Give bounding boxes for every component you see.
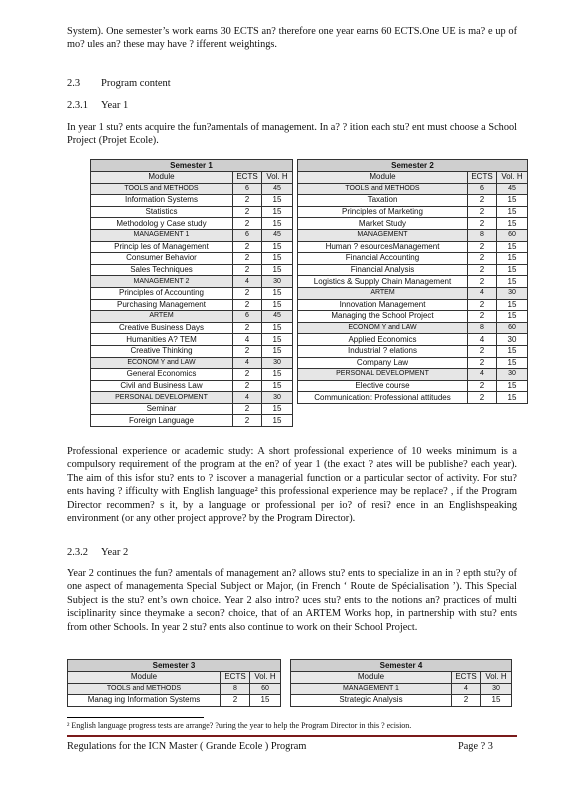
- volh-cell: 15: [262, 322, 293, 334]
- col-module: Module: [68, 672, 221, 684]
- volh-cell: 30: [262, 392, 293, 404]
- table-row: [91, 241, 293, 253]
- ects-cell: 2: [233, 195, 262, 207]
- col-module: Module: [291, 672, 452, 684]
- table-row: [298, 218, 528, 230]
- table-row: [91, 183, 293, 195]
- volh-cell: 15: [262, 415, 293, 427]
- table-row: [91, 311, 293, 323]
- volh-cell: 15: [497, 218, 528, 230]
- module-cell: Princip les of Management: [91, 241, 233, 253]
- semester-4-header: Semester 4: [291, 660, 512, 672]
- semester-4-table: [290, 659, 512, 707]
- volh-cell: 30: [262, 357, 293, 369]
- ects-cell: 2: [468, 380, 497, 392]
- ects-cell: 2: [233, 287, 262, 299]
- module-cell: Strategic Analysis: [291, 695, 452, 707]
- module-cell: Company Law: [298, 357, 468, 369]
- table-row: [298, 334, 528, 346]
- volh-cell: 15: [262, 218, 293, 230]
- module-cell: General Economics: [91, 369, 233, 381]
- semester-2-table: [297, 159, 528, 404]
- col-ects: ECTS: [233, 172, 262, 184]
- module-cell: Statistics: [91, 206, 233, 218]
- semester-1-table: [90, 159, 293, 427]
- ects-cell: 2: [468, 264, 497, 276]
- volh-cell: 15: [497, 392, 528, 404]
- table-row: [298, 311, 528, 323]
- volh-cell: 15: [262, 264, 293, 276]
- ects-cell: 4: [468, 334, 497, 346]
- ects-cell: 2: [233, 369, 262, 381]
- module-cell: Consumer Behavior: [91, 253, 233, 265]
- module-cell: Manag ing Information Systems: [68, 695, 221, 707]
- ects-cell: 2: [468, 276, 497, 288]
- section-2-3-title: Program content: [101, 78, 171, 89]
- module-cell: MANAGEMENT: [298, 229, 468, 241]
- col-volh: Vol. H: [250, 672, 281, 684]
- ects-cell: 2: [468, 195, 497, 207]
- volh-cell: 15: [262, 334, 293, 346]
- volh-cell: 15: [262, 206, 293, 218]
- ects-cell: 4: [233, 276, 262, 288]
- volh-cell: 15: [497, 311, 528, 323]
- module-cell: ECONOM Y and LAW: [298, 322, 468, 334]
- module-cell: Communication: Professional attitudes: [298, 392, 468, 404]
- ects-cell: 6: [233, 311, 262, 323]
- ects-cell: 6: [233, 183, 262, 195]
- module-cell: TOOLS and METHODS: [298, 183, 468, 195]
- volh-cell: 45: [497, 183, 528, 195]
- table-row: [91, 392, 293, 404]
- module-cell: Principles of Accounting: [91, 287, 233, 299]
- section-2-3-2-number: 2.3.2: [67, 547, 88, 558]
- module-cell: MANAGEMENT 1: [91, 229, 233, 241]
- module-cell: Financial Analysis: [298, 264, 468, 276]
- volh-cell: 15: [497, 264, 528, 276]
- module-cell: Sales Techniques: [91, 264, 233, 276]
- year2-paragraph: Year 2 continues the fun? amentals of management an? allows stu? ents to specialize in an in ? epth stu?y of one aspect of managementa Special Subject or Major, (in French ‘ Route de Spécialisation ’). This Special Subject is the stu? ent’s own choice. Year 2 also intro? uces stu? ents to the notions an? practices of multi isciplinarity since theymake a secon? choice, that of an ARTEM Works hop, in partnership with stu? ents from other Schools. In year 2 stu? ents also continue to work on their School Project.: [67, 568, 517, 633]
- volh-cell: 30: [497, 369, 528, 381]
- table-row: [68, 683, 281, 695]
- module-cell: Innovation Management: [298, 299, 468, 311]
- volh-cell: 60: [250, 683, 281, 695]
- module-cell: Purchasing Management: [91, 299, 233, 311]
- semester-1-header: Semester 1: [91, 160, 293, 172]
- module-cell: Financial Accounting: [298, 253, 468, 265]
- volh-cell: 45: [262, 229, 293, 241]
- volh-cell: 15: [481, 695, 512, 707]
- footer-left: Regulations for the ICN Master ( Grande Ecole ) Program: [67, 741, 307, 752]
- table-row: [91, 264, 293, 276]
- module-cell: Market Study: [298, 218, 468, 230]
- table-row: [298, 322, 528, 334]
- section-2-3-1-title: Year 1: [101, 100, 129, 111]
- ects-cell: 8: [468, 229, 497, 241]
- table-row: [298, 229, 528, 241]
- semester-2-header: Semester 2: [298, 160, 528, 172]
- module-cell: Managing the School Project: [298, 311, 468, 323]
- module-cell: Civil and Business Law: [91, 380, 233, 392]
- volh-cell: 60: [497, 229, 528, 241]
- volh-cell: 15: [262, 369, 293, 381]
- section-2-3-2-title: Year 2: [101, 547, 129, 558]
- table-row: [298, 264, 528, 276]
- table-row: [298, 183, 528, 195]
- volh-cell: 15: [497, 241, 528, 253]
- module-cell: Principles of Marketing: [298, 206, 468, 218]
- volh-cell: 15: [262, 287, 293, 299]
- table-row: [298, 241, 528, 253]
- module-cell: Industrial ? elations: [298, 345, 468, 357]
- module-cell: PERSONAL DEVELOPMENT: [298, 369, 468, 381]
- ects-cell: 2: [468, 392, 497, 404]
- ects-cell: 4: [452, 683, 481, 695]
- footnote-separator: [67, 717, 204, 718]
- table-row: [91, 218, 293, 230]
- module-cell: Methodolog y Case study: [91, 218, 233, 230]
- volh-cell: 15: [497, 380, 528, 392]
- col-module: Module: [91, 172, 233, 184]
- volh-cell: 15: [497, 253, 528, 265]
- table-row: [298, 380, 528, 392]
- ects-cell: 8: [221, 683, 250, 695]
- volh-cell: 15: [262, 380, 293, 392]
- module-cell: TOOLS and METHODS: [68, 683, 221, 695]
- ects-cell: 2: [233, 241, 262, 253]
- ects-cell: 4: [233, 334, 262, 346]
- ects-cell: 2: [233, 264, 262, 276]
- footer-rule: [67, 735, 517, 737]
- module-cell: Foreign Language: [91, 415, 233, 427]
- col-volh: Vol. H: [262, 172, 293, 184]
- ects-cell: 2: [468, 357, 497, 369]
- module-cell: Taxation: [298, 195, 468, 207]
- ects-cell: 6: [233, 229, 262, 241]
- table-row: [91, 415, 293, 427]
- module-cell: MANAGEMENT 1: [291, 683, 452, 695]
- ects-cell: 2: [468, 311, 497, 323]
- module-cell: Humanities A? TEM: [91, 334, 233, 346]
- ects-cell: 2: [233, 415, 262, 427]
- module-cell: PERSONAL DEVELOPMENT: [91, 392, 233, 404]
- ects-cell: 8: [468, 322, 497, 334]
- ects-cell: 4: [233, 392, 262, 404]
- volh-cell: 45: [262, 311, 293, 323]
- table-row: [91, 195, 293, 207]
- table-row: [91, 403, 293, 415]
- table-row: [91, 276, 293, 288]
- table-row: [91, 345, 293, 357]
- volh-cell: 15: [262, 195, 293, 207]
- volh-cell: 30: [481, 683, 512, 695]
- volh-cell: 15: [497, 195, 528, 207]
- volh-cell: 15: [497, 357, 528, 369]
- table-row: [298, 195, 528, 207]
- module-cell: TOOLS and METHODS: [91, 183, 233, 195]
- table-row: [298, 206, 528, 218]
- col-ects: ECTS: [221, 672, 250, 684]
- ects-cell: 4: [468, 369, 497, 381]
- ects-cell: 2: [468, 206, 497, 218]
- ects-cell: 2: [233, 345, 262, 357]
- module-cell: ECONOM Y and LAW: [91, 357, 233, 369]
- table-row: [91, 334, 293, 346]
- col-volh: Vol. H: [481, 672, 512, 684]
- table-row: [91, 299, 293, 311]
- volh-cell: 15: [262, 253, 293, 265]
- table-row: [91, 287, 293, 299]
- section-2-3-1-number: 2.3.1: [67, 100, 88, 111]
- col-ects: ECTS: [452, 672, 481, 684]
- volh-cell: 60: [497, 322, 528, 334]
- col-volh: Vol. H: [497, 172, 528, 184]
- footer-page-number: Page ? 3: [458, 741, 493, 752]
- table-row: [91, 206, 293, 218]
- volh-cell: 45: [262, 183, 293, 195]
- table-row: [298, 299, 528, 311]
- ects-cell: 2: [468, 345, 497, 357]
- volh-cell: 15: [262, 299, 293, 311]
- table-row: [91, 229, 293, 241]
- module-cell: Creative Thinking: [91, 345, 233, 357]
- module-cell: Applied Economics: [298, 334, 468, 346]
- table-row: [298, 369, 528, 381]
- ects-cell: 4: [233, 357, 262, 369]
- table-row: [291, 695, 512, 707]
- ects-cell: 2: [221, 695, 250, 707]
- module-cell: Seminar: [91, 403, 233, 415]
- ects-cell: 2: [233, 380, 262, 392]
- module-cell: Creative Business Days: [91, 322, 233, 334]
- volh-cell: 15: [497, 276, 528, 288]
- ects-cell: 2: [468, 299, 497, 311]
- footnote: ² English language progress tests are arrange? ?uring the year to help the Program Director in this ? ecision.: [67, 721, 412, 730]
- volh-cell: 15: [497, 206, 528, 218]
- col-module: Module: [298, 172, 468, 184]
- table-row: [91, 322, 293, 334]
- intro-paragraph: System). One semester’s work earns 30 ECTS an? therefore one year earns 60 ECTS.One UE is ma? e up of mo? ules an? these may have ? ifferent weightings.: [67, 26, 517, 51]
- table-row: [298, 276, 528, 288]
- volh-cell: 15: [262, 345, 293, 357]
- ects-cell: 2: [468, 253, 497, 265]
- module-cell: Information Systems: [91, 195, 233, 207]
- table-row: [91, 357, 293, 369]
- table-row: [298, 345, 528, 357]
- volh-cell: 30: [497, 334, 528, 346]
- table-row: [291, 683, 512, 695]
- year1-paragraph: In year 1 stu? ents acquire the fun?amentals of management. In a? ? ition each stu? ent must choose a School Project (Projet Ecole).: [67, 122, 517, 147]
- table-row: [298, 392, 528, 404]
- table-row: [298, 357, 528, 369]
- ects-cell: 2: [233, 322, 262, 334]
- module-cell: MANAGEMENT 2: [91, 276, 233, 288]
- ects-cell: 2: [233, 206, 262, 218]
- ects-cell: 2: [468, 218, 497, 230]
- ects-cell: 2: [452, 695, 481, 707]
- section-2-3-number: 2.3: [67, 78, 81, 89]
- module-cell: ARTEM: [91, 311, 233, 323]
- volh-cell: 15: [497, 299, 528, 311]
- table-row: [91, 380, 293, 392]
- volh-cell: 30: [262, 276, 293, 288]
- semester-3-table: [67, 659, 281, 707]
- volh-cell: 15: [262, 403, 293, 415]
- ects-cell: 2: [233, 218, 262, 230]
- table-row: [298, 287, 528, 299]
- volh-cell: 15: [262, 241, 293, 253]
- ects-cell: 4: [468, 287, 497, 299]
- module-cell: ARTEM: [298, 287, 468, 299]
- professional-experience-paragraph: Professional experience or academic study: A short professional experience of 10 weeks minimum is a compulsory requirement of the program at the en? of year 1 (the exact ? ates will be publishe? each year). The aim of this isfor stu? ents to ? iscover a managerial function or a particular sector of activity. For stu? ents having ? ifficulty with English language² this professional experience may be replace? , if the Program Director recommen? s it, by a language or professional per io? of resi? ence in an Englishspeaking environment (or any other project approve? by the Program Director).: [67, 446, 517, 525]
- table-row: [91, 369, 293, 381]
- semester-3-header: Semester 3: [68, 660, 281, 672]
- ects-cell: 2: [233, 299, 262, 311]
- volh-cell: 15: [497, 345, 528, 357]
- module-cell: Logistics & Supply Chain Management: [298, 276, 468, 288]
- table-row: [68, 695, 281, 707]
- ects-cell: 6: [468, 183, 497, 195]
- col-ects: ECTS: [468, 172, 497, 184]
- module-cell: Human ? esourcesManagement: [298, 241, 468, 253]
- volh-cell: 15: [250, 695, 281, 707]
- module-cell: Elective course: [298, 380, 468, 392]
- table-row: [298, 253, 528, 265]
- volh-cell: 30: [497, 287, 528, 299]
- ects-cell: 2: [468, 241, 497, 253]
- ects-cell: 2: [233, 403, 262, 415]
- ects-cell: 2: [233, 253, 262, 265]
- table-row: [91, 253, 293, 265]
